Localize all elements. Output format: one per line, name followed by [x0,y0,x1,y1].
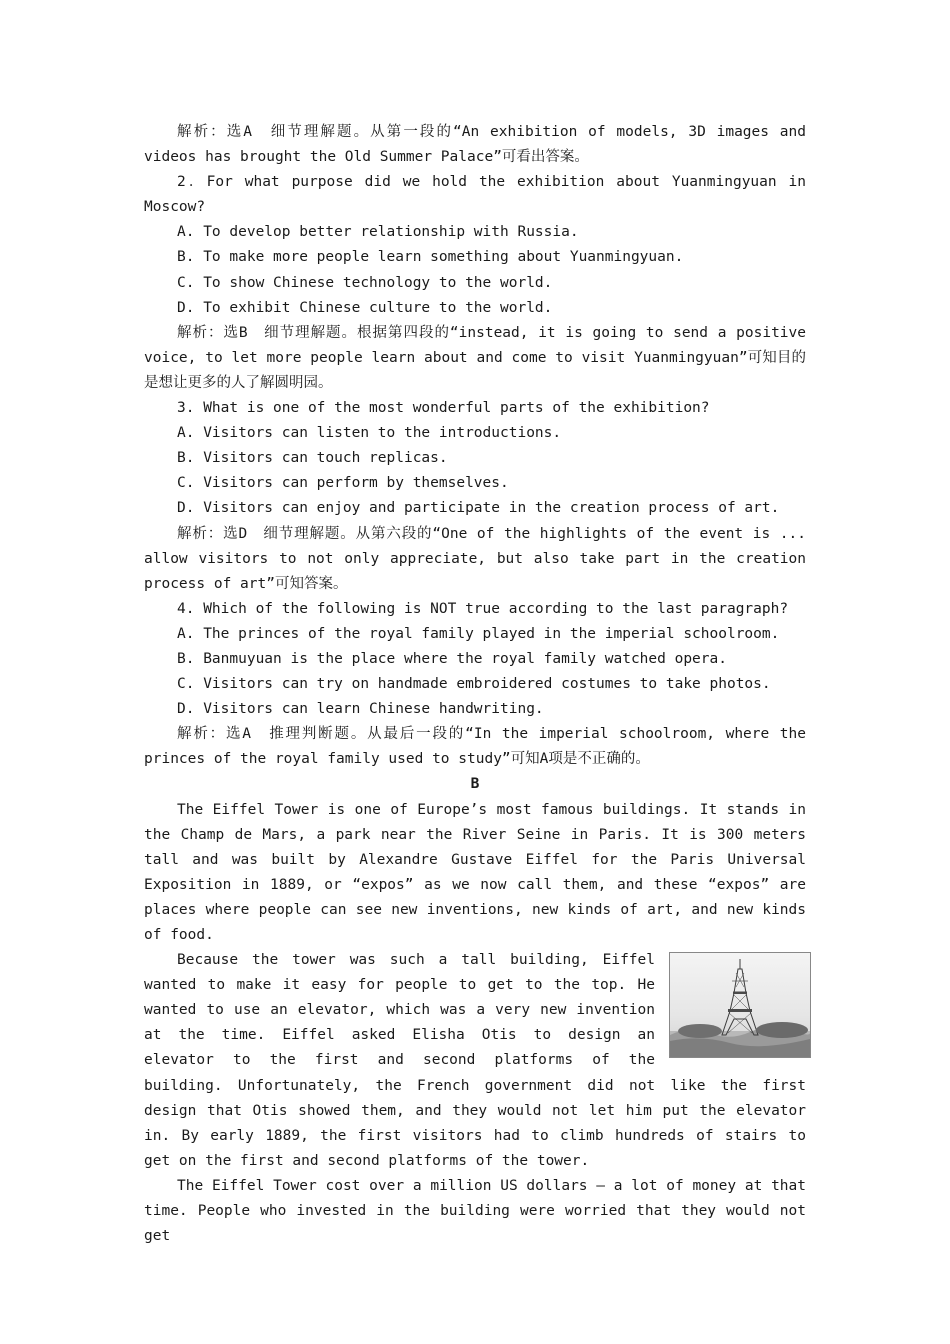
q2-analysis: 解析：选B 细节理解题。根据第四段的“instead, it is going to send a positive voice, to let more people learn about and come to visit Yuanmingyuan”可知目的是想让更多的人了解圆明园。 [144,324,806,391]
q2-option-d: D. To exhibit Chinese culture to the world. [177,299,553,316]
q3-question: 3. What is one of the most wonderful parts of the exhibition? [177,400,710,417]
q2-option-c: C. To show Chinese technology to the world. [177,274,553,291]
section-b-heading: B [470,776,480,793]
q3-analysis: 解析：选D 细节理解题。从第六段的“One of the highlights of the event is ... allow visitors to not only appreciate, but also take part in the creation process of art”可知答案。 [144,525,806,592]
q4-option-b: B. Banmuyuan is the place where the royal family watched opera. [177,650,727,667]
passage-paragraph-3: The Eiffel Tower cost over a million US dollars — a lot of money at that time. People who invested in the building were worried that they would not get [144,1177,806,1245]
q3-option-b: B. Visitors can touch replicas. [177,450,448,467]
eiffel-tower-photo [669,952,811,1058]
eiffel-tower-icon [670,953,810,1057]
q2-option-b: B. To make more people learn something about Yuanmingyuan. [177,249,684,266]
q4-option-a: A. The princes of the royal family played in the imperial schoolroom. [177,625,780,642]
passage-paragraph-2: Because the tower was such a tall building, Eiffel wanted to make it easy for people to get to the top. He wanted to use an elevator, which was a very new invention at the time. Eiffel asked Elisha Otis to design an elevator to the first and second platforms of the building. Unfortunately, the French government did not like the first design that Otis showed them, and they would not let him put the elevator in. By early 1889, the first visitors had to climb hundreds of stairs to get on the first and second platforms of the tower. [144,952,806,1169]
q4-question: 4. Which of the following is NOT true according to the last paragraph? [177,600,789,617]
q2-option-a: A. To develop better relationship with Russia. [177,224,579,241]
q3-option-d: D. Visitors can enjoy and participate in the creation process of art. [177,500,780,517]
q3-option-c: C. Visitors can perform by themselves. [177,475,509,492]
q4-analysis: 解析：选A 推理判断题。从最后一段的“In the imperial schoolroom, where the princes of the royal family used to study”可知A项是不正确的。 [144,726,806,768]
passage-paragraph-1: The Eiffel Tower is one of Europe’s most famous buildings. It stands in the Champ de Mars, a park near the River Seine in Paris. It is 300 meters tall and was built by Alexandre Gustave Eiffel for the Paris Universal Exposition in 1889, or “expos” as we now call them, and these “expos” are places where people can see new inventions, new kinds of art, and new kinds of food. [144,801,806,943]
q3-option-a: A. Visitors can listen to the introductions. [177,425,562,442]
document-page [144,120,806,1249]
q4-option-d: D. Visitors can learn Chinese handwriting. [177,701,544,718]
q2-question: 2．For what purpose did we hold the exhibition about Yuanmingyuan in Moscow? [144,174,806,216]
q1-analysis: 解析：选A 细节理解题。从第一段的“An exhibition of models, 3D images and videos has brought the Old Summer Palace”可看出答案。 [144,124,806,166]
q4-option-c: C. Visitors can try on handmade embroidered costumes to take photos. [177,676,771,693]
